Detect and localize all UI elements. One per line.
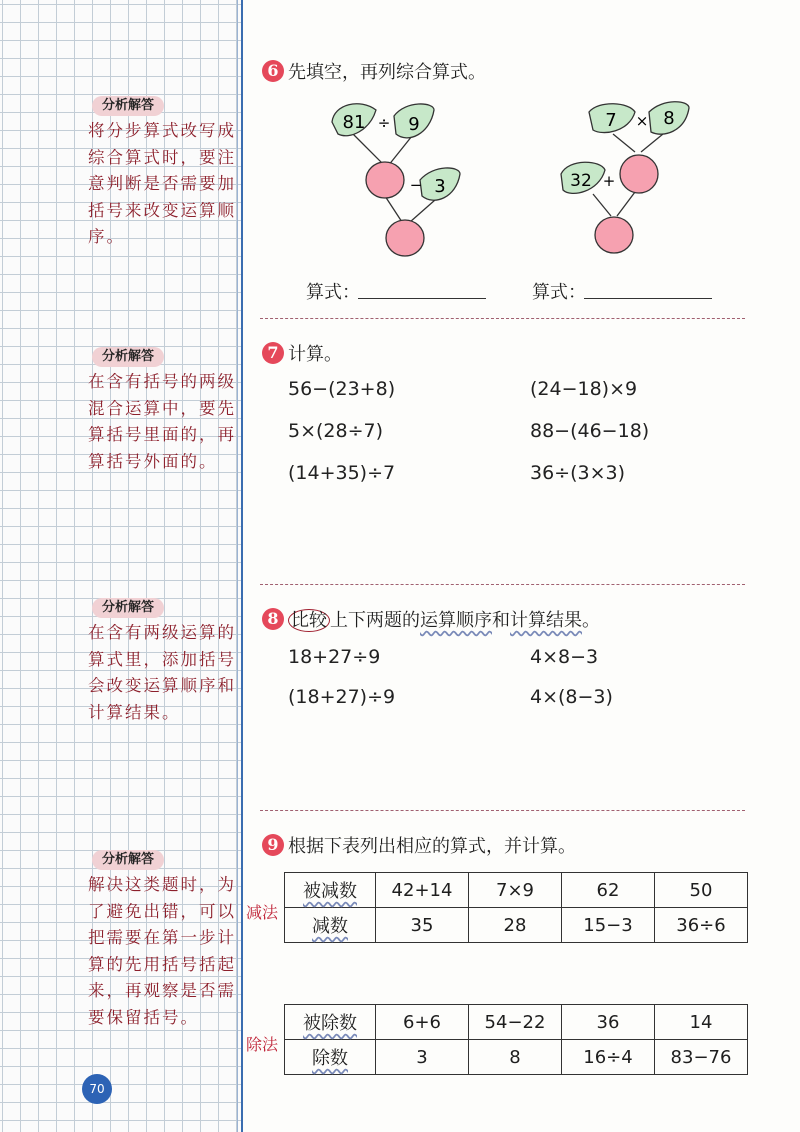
q6-tree-2: [555, 96, 705, 266]
table-cell: 6+6: [376, 1005, 469, 1040]
q6-title-text: 先填空，再列综合算式。: [288, 62, 486, 83]
q7-expr-1: 56−(23+8): [288, 378, 396, 400]
tree2-value-b: 8: [663, 108, 675, 129]
q7-number: 7: [262, 342, 284, 364]
table-cell: 8: [469, 1040, 562, 1075]
table-cell: 42+14: [376, 873, 469, 908]
note-title-4: 分析解答: [92, 850, 164, 870]
note-text-4: 解决这类题时，为了避免出错，可以把需要在第一步计算的先用括号括起来，再观察是否需要保留括号。: [88, 875, 236, 1027]
tree1-apple-2: [386, 220, 424, 256]
q7-expr-6: 36÷(3×3): [530, 462, 626, 484]
table-cell: 14: [655, 1005, 748, 1040]
tree2-apple-2: [595, 217, 633, 253]
q8-title: [262, 606, 600, 632]
q7-title: [262, 340, 342, 366]
table-cell: 7×9: [469, 873, 562, 908]
tree1-value-c: 3: [434, 176, 446, 197]
q8-title-end: 。: [582, 610, 600, 631]
q8-expr-3: (18+27)÷9: [288, 686, 396, 708]
q9-title: [262, 832, 576, 858]
tree1-value-a: 81: [342, 112, 366, 133]
tree1-op-1: ÷: [377, 114, 391, 132]
note-title-1: 分析解答: [92, 96, 164, 116]
table-cell: 16÷4: [562, 1040, 655, 1075]
tree2-line-a: [613, 134, 635, 152]
q8-title-wavy2: 计算结果: [510, 610, 582, 631]
table1-row2-header: 减数: [285, 908, 376, 943]
tree2-line-c: [593, 194, 611, 216]
table-cell: 36: [562, 1005, 655, 1040]
q6-title: [262, 58, 486, 84]
tree1-apple-1: [366, 162, 404, 198]
table-cell: 15−3: [562, 908, 655, 943]
divider-1: [260, 318, 745, 319]
subtraction-table: [284, 872, 748, 943]
tree2-op-1: ×: [635, 112, 649, 130]
table-cell: 36÷6: [655, 908, 748, 943]
tree1-line-d: [385, 196, 402, 222]
note-title-2: 分析解答: [92, 347, 164, 367]
division-table: [284, 1004, 748, 1075]
q8-expr-2: 4×8−3: [530, 646, 599, 668]
tree2-line-b: [641, 134, 663, 152]
q8-title-circled: 比较: [288, 609, 330, 632]
q9-number: 9: [262, 834, 284, 856]
note-title-3: 分析解答: [92, 598, 164, 618]
q7-expr-4: 88−(46−18): [530, 420, 650, 442]
q8-expr-1: 18+27÷9: [288, 646, 381, 668]
tree1-line-b: [388, 136, 412, 166]
table2-row1-header: 被除数: [285, 1005, 376, 1040]
q8-expr-4: 4×(8−3): [530, 686, 613, 708]
tree2-apple-1: [620, 155, 658, 193]
tree1-op-2: −: [409, 176, 423, 194]
table-cell: 28: [469, 908, 562, 943]
q7-title-text: 计算。: [288, 344, 342, 365]
tree2-value-c: 32: [570, 171, 592, 191]
table-row: [285, 1005, 748, 1040]
tree1-line-a: [353, 134, 385, 166]
table-cell: 54−22: [469, 1005, 562, 1040]
q6-formula-blank-1[interactable]: [358, 280, 486, 299]
tree1-value-b: 9: [408, 114, 420, 135]
q8-title-wavy1: 运算顺序: [420, 610, 492, 631]
q8-title-mid2: 和: [492, 610, 510, 631]
q7-expr-2: (24−18)×9: [530, 378, 638, 400]
tree1-line-c: [410, 200, 435, 222]
table1-row1-header: 被减数: [285, 873, 376, 908]
q8-number: 8: [262, 608, 284, 630]
tree2-op-2: +: [602, 172, 616, 190]
table-row: [285, 873, 748, 908]
q6-formula-blank-2[interactable]: [584, 280, 712, 299]
table-cell: 35: [376, 908, 469, 943]
table2-row2-header: 除数: [285, 1040, 376, 1075]
table-row: [285, 1040, 748, 1075]
note-text-2: 在含有括号的两级混合运算中，要先算括号里面的，再算括号外面的。: [88, 372, 236, 471]
table1-side-label: 减法: [246, 903, 279, 922]
table-cell: 83−76: [655, 1040, 748, 1075]
divider-3: [260, 810, 745, 811]
table-cell: 50: [655, 873, 748, 908]
page-number: 70: [82, 1074, 112, 1104]
tree2-line-d: [617, 192, 635, 216]
note-text-1: 将分步算式改写成综合算式时，要注意判断是否需要加括号来改变运算顺序。: [88, 121, 236, 246]
note-text-3: 在含有两级运算的算式里，添加括号会改变运算顺序和计算结果。: [88, 623, 236, 722]
divider-2: [260, 584, 745, 585]
q8-title-mid1: 上下两题的: [330, 610, 420, 631]
table-cell: 62: [562, 873, 655, 908]
q7-expr-5: (14+35)÷7: [288, 462, 396, 484]
q9-title-text: 根据下表列出相应的算式，并计算。: [288, 836, 576, 857]
table2-side-label: 除法: [246, 1035, 279, 1054]
q6-formula-label-2: 算式：: [532, 282, 586, 303]
table-row: [285, 908, 748, 943]
tree2-value-a: 7: [605, 110, 617, 131]
q7-expr-3: 5×(28÷7): [288, 420, 384, 442]
q6-tree-1: [330, 96, 480, 266]
sidebar-divider: [241, 0, 243, 1132]
q6-number: 6: [262, 60, 284, 82]
q6-formula-label-1: 算式：: [306, 282, 360, 303]
table-cell: 3: [376, 1040, 469, 1075]
